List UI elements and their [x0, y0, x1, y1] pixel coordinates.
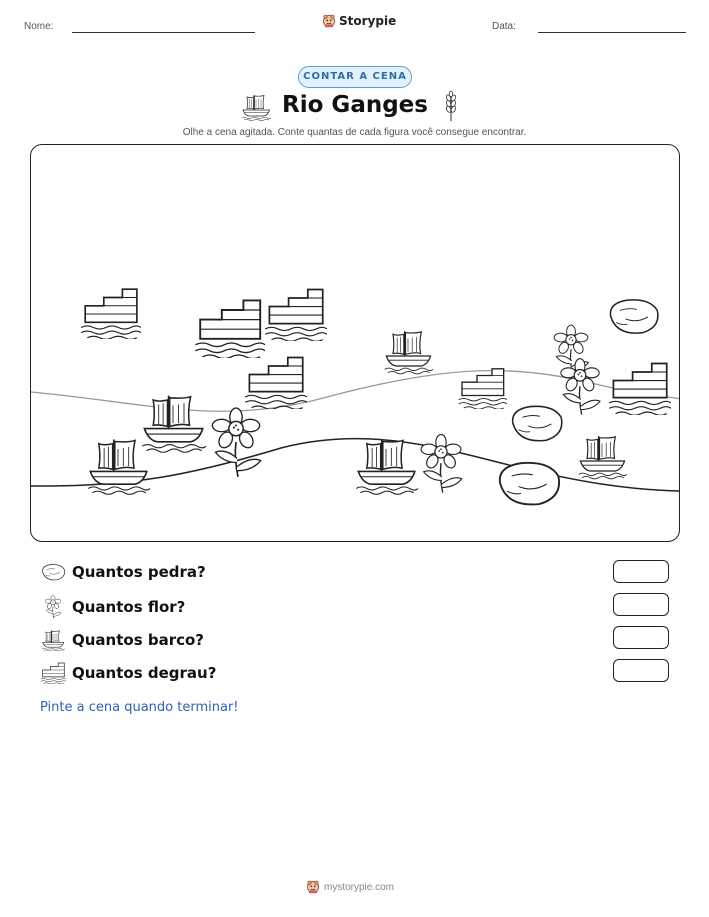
scene-stone-1 — [610, 300, 657, 333]
question-row-stone — [40, 562, 206, 582]
question-text: Quantos pedra? — [72, 563, 206, 581]
scene-flower-3 — [212, 408, 260, 477]
title-boat-icon — [240, 92, 272, 122]
brand-name: Storypie — [339, 14, 397, 28]
mascot-icon — [306, 880, 320, 894]
scene-boat-1 — [385, 331, 433, 374]
question-text: Quantos barco? — [72, 631, 205, 649]
activity-tag: CONTAR A CENA — [298, 66, 412, 88]
date-label: Data: — [492, 21, 516, 32]
scene-illustration — [31, 145, 680, 542]
scene-steps-1 — [81, 289, 141, 339]
question-row-steps — [40, 662, 216, 684]
steps-icon — [40, 662, 66, 684]
scene-stone-2 — [513, 406, 562, 440]
scene-boat-4 — [356, 439, 418, 494]
scene-steps-2 — [195, 300, 265, 358]
scene-steps-3 — [265, 289, 327, 341]
scene-boat-3 — [88, 439, 150, 494]
question-text: Quantos flor? — [72, 598, 186, 616]
scene-steps-6 — [609, 363, 671, 415]
footer — [306, 880, 394, 894]
answer-box-flower[interactable] — [613, 593, 669, 616]
page-title: Rio Ganges — [282, 92, 428, 118]
brand-logo — [322, 14, 396, 28]
wheat-icon — [443, 90, 459, 122]
boat-icon — [40, 628, 66, 652]
name-input-line[interactable] — [72, 32, 255, 33]
scene-stone-3 — [500, 463, 559, 505]
scene-steps-5 — [459, 369, 507, 409]
closing-note: Pinte a cena quando terminar! — [40, 700, 239, 715]
scene-boat-5 — [579, 436, 627, 479]
answer-box-steps[interactable] — [613, 659, 669, 682]
date-input-line[interactable] — [538, 32, 686, 33]
scene-flower-4 — [421, 435, 462, 493]
scene-steps-4 — [245, 357, 307, 409]
scene-flower-2 — [561, 359, 600, 415]
question-row-flower — [40, 595, 185, 619]
footer-site[interactable]: mystorypie.com — [324, 881, 395, 893]
name-label: Nome: — [24, 21, 54, 32]
scene-frame — [30, 144, 680, 542]
flower-icon — [40, 595, 66, 619]
question-row-boat — [40, 628, 204, 652]
answer-box-boat[interactable] — [613, 626, 669, 649]
mascot-icon — [322, 14, 336, 28]
stone-icon — [40, 562, 66, 582]
instructions: Olhe a cena agitada. Conte quantas de cada figura você consegue encontrar. — [182, 127, 527, 138]
question-text: Quantos degrau? — [72, 664, 217, 682]
answer-box-stone[interactable] — [613, 560, 669, 583]
scene-boat-2 — [142, 396, 206, 453]
